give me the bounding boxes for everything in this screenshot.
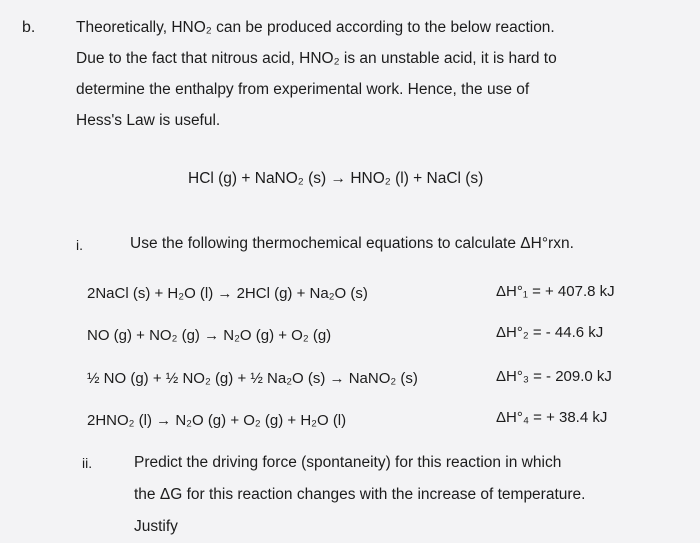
part-label: b. [22, 19, 36, 36]
intro-line-1: Theoretically, HNO₂ can be produced according to the below reaction. [76, 19, 555, 36]
intro-line-3: determine the enthalpy from experimental work. Hence, the use of [76, 81, 530, 98]
enthalpy-2: ΔH°₂ = - 44.6 kJ [496, 324, 604, 341]
equation-2: NO (g) + NO₂ (g) → N₂O (g) + O₂ (g) [87, 327, 332, 344]
intro-line-4: Hess's Law is useful. [76, 112, 221, 129]
item-ii-label: ii. [82, 455, 93, 471]
equation-3: ½ NO (g) + ½ NO₂ (g) + ½ Na₂O (s) → NaNO₂ (s) [87, 370, 418, 387]
item-ii-question [134, 447, 654, 543]
item-i-instruction: Use the following thermochemical equations to calculate ΔH°rxn. [130, 235, 574, 252]
intro-paragraph [76, 12, 646, 136]
enthalpy-4: ΔH°₄ = + 38.4 kJ [496, 409, 608, 426]
enthalpy-1: ΔH°₁ = + 407.8 kJ [496, 283, 615, 300]
question-line-1: Predict the driving force (spontaneity) for this reaction in which [134, 454, 562, 471]
question-line-3: Justify [134, 518, 178, 535]
question-line-2: the ΔG for this reaction changes with the increase of temperature. [134, 486, 586, 503]
enthalpy-3: ΔH°₃ = - 209.0 kJ [496, 368, 612, 385]
main-reaction: HCl (g) + NaNO₂ (s) → HNO₂ (l) + NaCl (s) [188, 170, 484, 187]
intro-line-2: Due to the fact that nitrous acid, HNO₂ is an unstable acid, it is hard to [76, 50, 557, 67]
item-i-label: i. [76, 237, 83, 253]
equation-1: 2NaCl (s) + H₂O (l) → 2HCl (g) + Na₂O (s) [87, 285, 368, 302]
equation-4: 2HNO₂ (l) → N₂O (g) + O₂ (g) + H₂O (l) [87, 412, 347, 429]
